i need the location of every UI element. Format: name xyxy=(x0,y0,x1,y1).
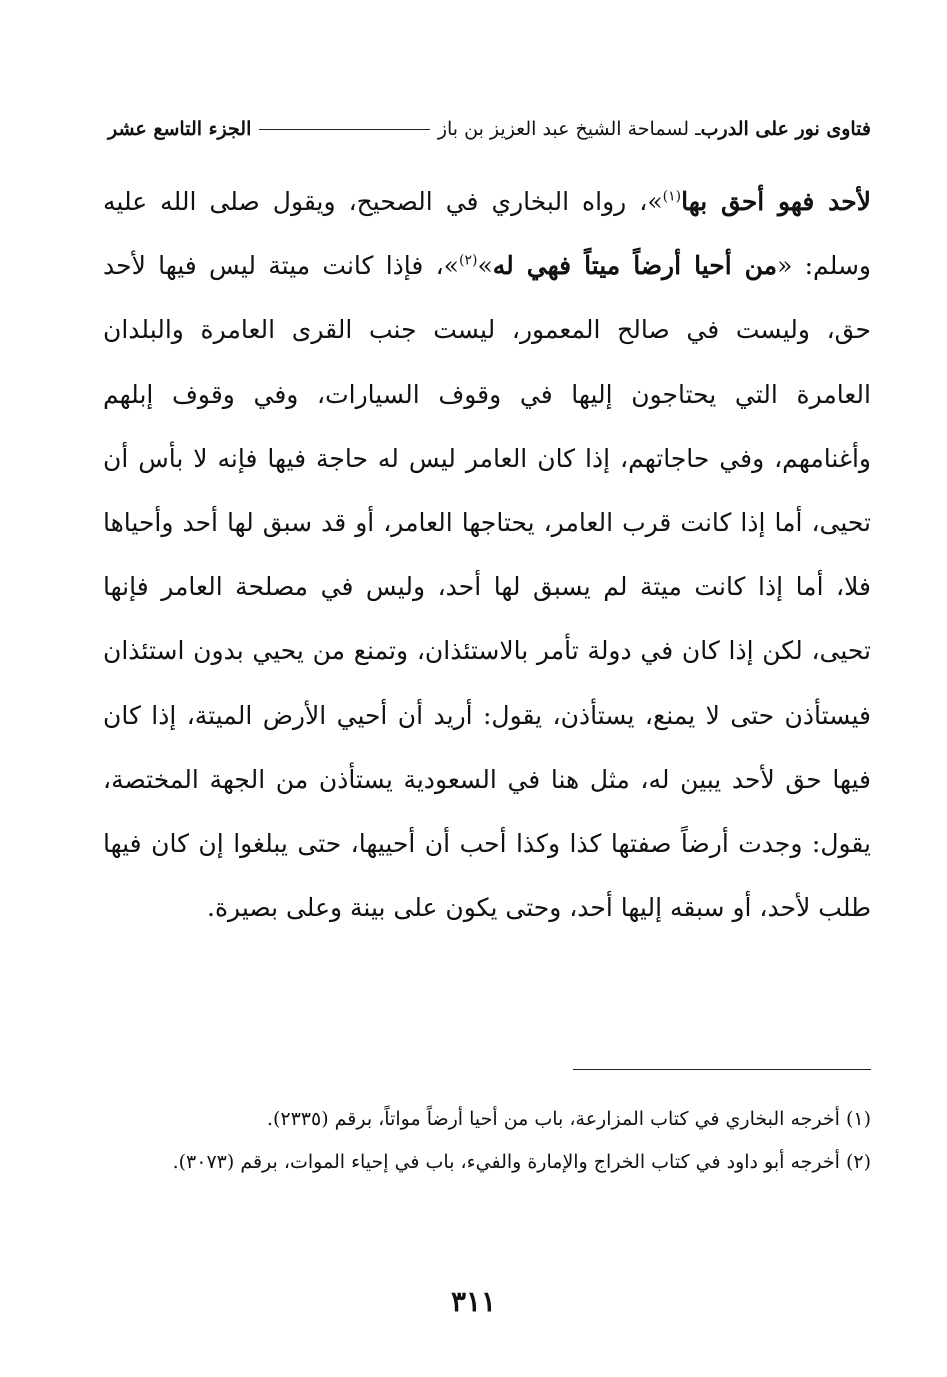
footnote-2: (٢) أخرجه أبو داود في كتاب الخراج والإمارة والفيء، باب في إحياء الموات، برقم (٣٠٧٣). xyxy=(172,1151,871,1173)
paragraph xyxy=(103,170,871,940)
running-header xyxy=(108,112,871,146)
footnote-1: (١) أخرجه البخاري في كتاب المزارعة، باب من أحيا أرضاً مواتاً، برقم (٢٣٣٥). xyxy=(266,1108,871,1130)
main-text xyxy=(103,170,871,940)
hadith-quote-1: لأحد فهو أحق بها xyxy=(681,187,871,216)
header-dash xyxy=(259,129,429,130)
page-number: ٣١١ xyxy=(450,1285,497,1318)
quote-close-mark: » xyxy=(477,251,493,281)
text-segment-1: »، رواه البخاري في الصحيح، ويقول صلى الله عليه وسلم: « xyxy=(103,187,871,281)
footnote-separator xyxy=(573,1069,871,1070)
part-title: الجزء التاسع عشر xyxy=(108,118,252,140)
text-segment-2: »، فإذا كانت ميتة ليس فيها لأحد حق، وليست في صالح المعمور، ليست جنب القرى العامرة والبلدان العامرة التي يحتاجون إليها في وقوف السيارات، وفي وقوف إبلهم وأغنامهم، وفي حاجاتهم، إذا كان العامر ليس له حاجة فيها فإنه لا بأس أن تحيى، أما إذا كانت قرب العامر، يحتاجها العامر، أو قد سبق لها أحد وأحياها فلا، أما إذا كانت ميتة لم يسبق لها أحد، وليس في مصلحة العامر فإنها تحيى، لكن إذا كان في دولة تأمر بالاستئذان، وتمنع من يحيي بدون استئذان فيستأذن حتى لا يمنع، يستأذن، يقول: أريد أن أحيي الأرض الميتة، إذا كان فيها حق لأحد يبين له، مثل هنا في السعودية يستأذن من الجهة المختصة، يقول: وجدت أرضاً صفتها كذا وكذا أحب أن أحييها، حتى يبلغوا إن كان فيها طلب لأحد، أو سبقه إليها أحد، وحتى يكون على بينة وعلى بصيرة. xyxy=(103,251,871,923)
footnotes xyxy=(108,1098,871,1184)
footnote-ref-1: (١) xyxy=(662,188,682,205)
author-line: ـ لسماحة الشيخ عبد العزيز بن باز xyxy=(437,118,701,140)
hadith-quote-2: من أحيا أرضاً ميتاً فهي له xyxy=(492,251,778,281)
book-title: فتاوى نور على الدرب xyxy=(700,118,871,140)
footnote-ref-2: (٢) xyxy=(458,252,478,269)
